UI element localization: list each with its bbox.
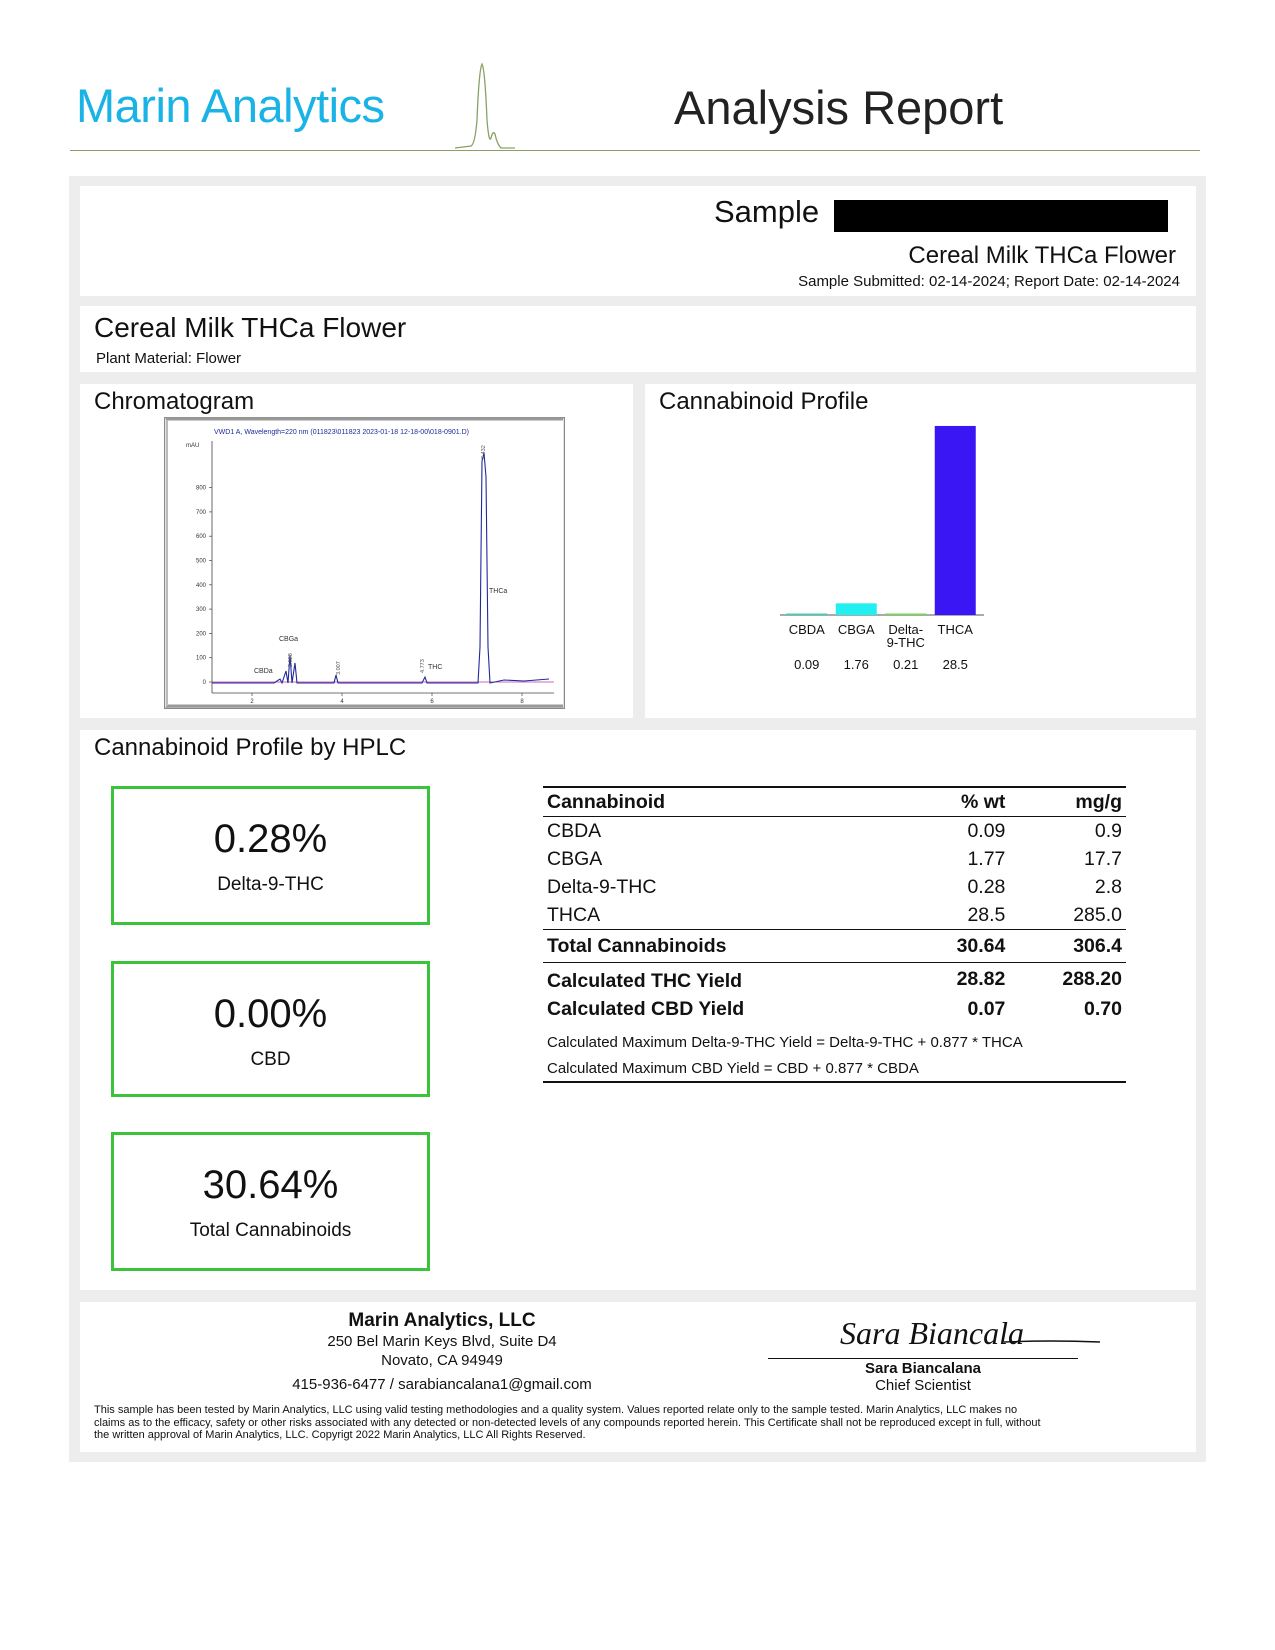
category-label: 9-THC bbox=[886, 635, 925, 650]
chromatogram-peak-logo-icon bbox=[455, 60, 515, 152]
bar-cbda bbox=[786, 614, 827, 616]
cell-pct: 1.77 bbox=[967, 847, 1006, 870]
rt-label-peak: 3.007 bbox=[336, 661, 342, 675]
signer-name: Sara Biancalana bbox=[865, 1360, 981, 1377]
brand-name: Marin Analytics bbox=[76, 79, 385, 132]
cell-pct: 28.5 bbox=[967, 903, 1006, 926]
cell-name: CBDA bbox=[547, 819, 602, 842]
category-label: THCA bbox=[937, 622, 973, 637]
cell-mg: 285.0 bbox=[1073, 903, 1122, 926]
redacted-sample-id bbox=[834, 200, 1168, 232]
cell-mg: 17.7 bbox=[1084, 847, 1122, 870]
summary-value: 30.64% bbox=[202, 1163, 339, 1207]
total-row bbox=[543, 930, 1126, 963]
y-tick-label: 0 bbox=[202, 680, 206, 686]
x-tick-label: 2 bbox=[250, 699, 254, 705]
signature-line bbox=[768, 1358, 1078, 1359]
report-title: Analysis Report bbox=[674, 81, 1004, 134]
summary-label: Delta-9-THC bbox=[217, 874, 324, 895]
rt-label-thc: 4.773 bbox=[420, 659, 426, 673]
summary-box-delta9-thc bbox=[111, 786, 430, 925]
yield-label: Calculated CBD Yield bbox=[547, 997, 745, 1020]
product-panel bbox=[80, 306, 1196, 372]
y-tick-label: 100 bbox=[195, 655, 206, 662]
chromatogram-plot bbox=[164, 417, 565, 709]
cell-mg: 2.8 bbox=[1094, 875, 1122, 898]
yield-label: Calculated THC Yield bbox=[547, 969, 743, 992]
yield-pct: 0.07 bbox=[967, 997, 1006, 1020]
sample-label: Sample bbox=[714, 194, 820, 229]
summary-box-total bbox=[111, 1132, 430, 1271]
category-label: CBDA bbox=[788, 622, 825, 637]
yield-note: Calculated Maximum Delta-9-THC Yield = Delta-9-THC + 0.877 * THCA bbox=[547, 1033, 1023, 1051]
y-tick-label: 200 bbox=[195, 631, 206, 638]
col-header-cannabinoid: Cannabinoid bbox=[547, 790, 666, 813]
results-table bbox=[543, 786, 1126, 1083]
cell-name: THCA bbox=[547, 903, 601, 926]
y-tick-label: 700 bbox=[195, 509, 206, 516]
disclaimer-line: This sample has been tested by Marin Analytics, LLC using valid testing methodologies and a quality system. Values reported relate only to the sample tested. Marin Analytics, LLC makes no bbox=[94, 1404, 1018, 1416]
peak-label-cbda: CBDa bbox=[254, 668, 273, 675]
bar-delta-9-thc bbox=[885, 614, 926, 616]
summary-label: Total Cannabinoids bbox=[189, 1220, 352, 1241]
company-address1: 250 Bel Marin Keys Blvd, Suite D4 bbox=[327, 1333, 557, 1350]
value-label: 0.09 bbox=[794, 657, 820, 672]
table-header-row bbox=[543, 787, 1126, 817]
table-row bbox=[543, 873, 1126, 901]
profile-chart-title: Cannabinoid Profile bbox=[659, 388, 869, 415]
bar-cbga bbox=[836, 603, 877, 615]
product-name: Cereal Milk THCa Flower bbox=[94, 312, 407, 343]
value-label: 28.5 bbox=[942, 657, 968, 672]
company-address2: Novato, CA 94949 bbox=[381, 1352, 503, 1369]
summary-label: CBD bbox=[250, 1049, 291, 1070]
value-label: 0.21 bbox=[893, 657, 919, 672]
yield-mg: 0.70 bbox=[1084, 997, 1122, 1020]
signature-text: Sara Biancala bbox=[840, 1315, 1024, 1351]
col-header-mg: mg/g bbox=[1075, 790, 1122, 813]
rt-label-thca: 6.432 bbox=[481, 445, 487, 459]
total-label: Total Cannabinoids bbox=[547, 934, 727, 957]
cell-pct: 0.09 bbox=[967, 819, 1006, 842]
product-type: Plant Material: Flower bbox=[96, 350, 242, 367]
signer-title: Chief Scientist bbox=[875, 1377, 971, 1394]
yield-mg: 288.20 bbox=[1062, 967, 1122, 990]
y-tick-label: 400 bbox=[195, 582, 206, 589]
profile-bar-chart bbox=[645, 384, 1196, 718]
hplc-title: Cannabinoid Profile by HPLC bbox=[94, 734, 407, 761]
bar-thca bbox=[935, 426, 976, 615]
table-row bbox=[543, 845, 1126, 873]
y-tick-label: 300 bbox=[195, 607, 206, 614]
signature-image bbox=[760, 1302, 1160, 1364]
cell-pct: 0.28 bbox=[967, 875, 1006, 898]
yield-row-cbd bbox=[543, 995, 1126, 1023]
chromatogram-title: Chromatogram bbox=[94, 388, 255, 415]
profile-chart-panel bbox=[645, 384, 1196, 718]
y-tick-label: 500 bbox=[195, 558, 206, 565]
category-label: Delta- bbox=[888, 622, 924, 637]
cell-name: CBGA bbox=[547, 847, 603, 870]
value-label: 1.76 bbox=[843, 657, 869, 672]
sample-panel bbox=[80, 186, 1196, 296]
total-mg: 306.4 bbox=[1073, 934, 1122, 957]
peak-label-thca: THCa bbox=[489, 588, 508, 595]
x-tick-label: 6 bbox=[430, 699, 434, 705]
chromatogram-panel bbox=[80, 384, 633, 718]
disclaimer-line: the written approval of Marin Analytics, LLC. Copyrigt 2022 Marin Analytics, LLC All Rights Reserved. bbox=[94, 1429, 586, 1441]
summary-value: 0.00% bbox=[213, 992, 328, 1036]
x-tick-label: 4 bbox=[340, 699, 344, 705]
summary-box-cbd bbox=[111, 961, 430, 1097]
yield-row-thc bbox=[543, 963, 1126, 996]
x-tick-label: 8 bbox=[520, 699, 524, 705]
company-name: Marin Analytics, LLC bbox=[348, 1310, 536, 1331]
y-unit: mAU bbox=[186, 443, 200, 449]
table-row bbox=[543, 901, 1126, 930]
footer-panel bbox=[80, 1302, 1196, 1452]
y-tick-label: 600 bbox=[195, 534, 206, 541]
col-header-pct: % wt bbox=[960, 790, 1006, 813]
cell-mg: 0.9 bbox=[1094, 819, 1122, 842]
plot-header: VWD1 A, Wavelength=220 nm (011823\011823 2023-01-18 12-18-00\018-0901.D) bbox=[214, 429, 469, 436]
header-divider bbox=[70, 150, 1200, 151]
hplc-panel bbox=[80, 730, 1196, 1290]
sample-dates: Sample Submitted: 02-14-2024; Report Date: 02-14-2024 bbox=[798, 273, 1180, 290]
yield-pct: 28.82 bbox=[956, 967, 1006, 990]
total-pct: 30.64 bbox=[956, 934, 1006, 957]
yield-note: Calculated Maximum CBD Yield = CBD + 0.877 * CBDA bbox=[547, 1059, 919, 1077]
rt-label-cbga: 2.823 bbox=[288, 653, 294, 667]
cell-name: Delta-9-THC bbox=[547, 875, 657, 898]
category-label: CBGA bbox=[837, 622, 875, 637]
peak-label-thc: THC bbox=[428, 664, 443, 671]
disclaimer bbox=[94, 1404, 1184, 1442]
company-contact: 415-936-6477 / sarabiancalana1@gmail.com bbox=[292, 1376, 592, 1393]
sample-product-name: Cereal Milk THCa Flower bbox=[908, 242, 1176, 269]
y-tick-label: 800 bbox=[195, 485, 206, 492]
note-row bbox=[543, 1055, 1126, 1082]
note-row bbox=[543, 1023, 1126, 1055]
disclaimer-line: claims as to the efficacy, safety or other risks associated with any detected or non-detected levels of any compounds reported herein. This Certificate shall not be reproduced except in full, without bbox=[94, 1416, 1041, 1429]
peak-label-cbga: CBGa bbox=[279, 636, 299, 643]
table-row bbox=[543, 817, 1126, 846]
summary-value: 0.28% bbox=[213, 817, 328, 861]
